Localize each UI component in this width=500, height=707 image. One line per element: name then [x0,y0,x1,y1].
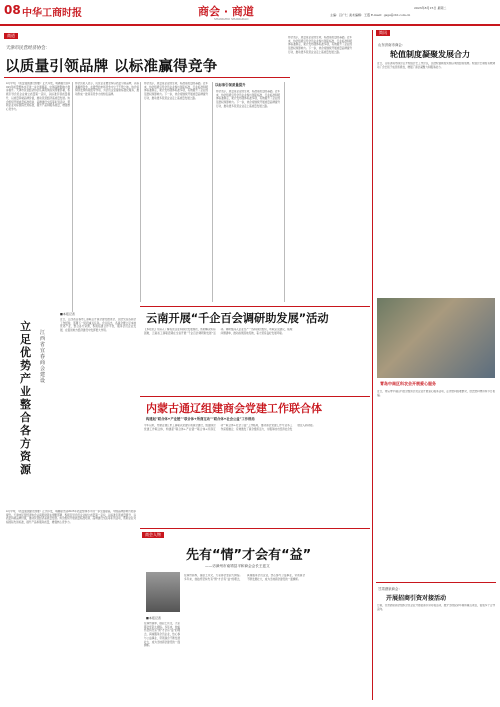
neimeng-headline: 内蒙古通辽组建商会党建工作联合体 [146,402,322,415]
neimeng-body: 今年以来，内蒙古通辽市工商联以党建引领商会建设，组建商会党建工作联合体，构建起“联合体+产业链”“联合体+所商互动”“联合体+社会公益”工作格局，推动商会党建工作与业务工作深度融合，有效激发了商会组织活力，为服务地方经济社会发展注入新动能。 [144,424,316,431]
yunnan-headline: 云南开展“千企百会调研助发展”活动 [146,312,329,325]
center-divider-mid [212,82,213,302]
yunnan-top-rule [140,306,370,307]
headline-rule [4,77,290,78]
brief3-headline: 开展招商引资对接活动 [386,595,447,602]
masthead-rule [0,24,500,26]
right-divider [372,30,373,700]
sub-article-body-bottom: 4月中旬，《质量强国建设纲要》正式印发，明确提出到2025年质量整体水平进一步全面提高，中国品牌影响力稳步提升。天津市民营经济协会认真贯彻落实纲要部署，积极引导会员企业树立质量第一意识，以标准引领质量提升，以质量铸就品牌价值，推动民营经济高质量发展。协会组织开展质量标准培训、品牌建设交流等系列活动，帮助企业对标国际先进标准，提升产品和服务质量，增强核心竞争力。 [6,510,136,525]
yunnan-body: 【本报讯】为深入了解民营企业和商会发展现状，帮助解决实际困难，云南省工商联近期在全省开展“千企百会调研助发展”活动。调研组深入企业生产一线和商会组织，听取意见建议，梳理问题清单，推动政策落地见效，着力营造良好发展环境。 [144,328,293,335]
neimeng-subtitle: 构建起“联合体+产业链”“联合体+所商互动”“联合体+社会公益”工作格局 [146,417,255,421]
masthead [0,0,500,27]
center-divider-left [140,82,141,302]
center-body-col2: 协会表示，质量是企业的生命，标准是质量的基础。近年来，协会积极引导会员企业参与国家标准、行业标准和团体标准制定，累计发布团体标准多项，有效提升了企业的话语权和影响力。下一步，协会将继续开展质量品牌提升行动，推动更多民营企业走上高质量发展之路。 [216,90,280,108]
profile-byline: ■本报记者 [146,616,161,620]
center-divider-right [284,82,285,302]
paper-title: 中华工商时报 [22,8,82,19]
column-divider [72,82,73,312]
sub-article-title: 立足优势产业 整合各方资源 [20,320,31,476]
section-tag-shangdao: 商道 [4,33,18,39]
sub-article-body: 近日，江西省宜春市工商联召开商会建设推进会，总结交流各商会工作经验，部署下一阶段重点任务。会议指出，各商会要立足本地优势产业，整合各方资源，积极搭建合作平台，服务会员企业发展，在促进地方经济建设中发挥更大作用。 [60,318,136,333]
profile-body: 在漳州商界，提起王廷文，大家都会竖起大拇指。多年来，他始终坚持先有“情”才会有“益”的理念，真诚服务会员企业，热心参与公益事业，带领商会不断发展壮大，成为当地商会建设的一面旗帜。 [184,574,305,581]
center-subhead: 以标准引领质量提升 [215,83,246,87]
brief3-top-rule [376,582,496,583]
center-body-col1: 协会表示，质量是企业的生命，标准是质量的基础。近年来，协会积极引导会员企业参与国家标准、行业标准和团体标准制定，累计发布团体标准多项，有效提升了企业的话语权和影响力。下一步，协会将继续开展质量品牌提升行动，推动更多民营企业走上高质量发展之路。 [144,82,208,100]
article-body-lead: 4月中旬，《质量强国建设纲要》正式印发，明确提出到2025年质量整体水平进一步全面提高，中国品牌影响力稳步提升。天津市民营经济协会认真贯彻落实纲要部署，积极引导会员企业树立质量第一意识，以标准引领质量提升，以质量铸就品牌价值，推动民营经济高质量发展。协会组织开展质量标准培训、品牌建设交流等系列活动，帮助企业对标国际先进标准，提升产品和服务质量，增强核心竞争力。 [6,82,70,111]
section-title: 商会 · 商道 [198,5,254,18]
section-tag-brief: 简讯 [376,30,390,36]
profile-subtitle: ——访漳州市南靖县平和商会会长王廷文 [205,564,270,568]
issue-date: 2023年8月15日 星期二 [414,6,447,10]
neimeng-top-rule [140,396,370,397]
editor-info: 主编：吕广仁 美术编辑：王震 E-mail：gsgs@cbt.com.cn [330,13,411,17]
sub-article-subtitle: 江西省宜春商会建设 [40,330,46,384]
article-kicker: 天津市民营经济协会： [6,46,50,51]
section-subtitle: SHANGHUI SHANGDAO [214,17,249,21]
brief2-caption: 青岛中南区科农会开展爱心服务 [380,381,436,386]
brief2-body: 近日，青岛市中南区科农会组织会员企业开展爱心服务活动，走访慰问困难群众，送去慰问物资和节日祝福。 [377,390,495,397]
center-body-col3: 协会表示，质量是企业的生命，标准是质量的基础。近年来，协会积极引导会员企业参与国家标准、行业标准和团体标准制定，累计发布团体标准多项，有效提升了企业的话语权和影响力。下一步，协会将继续开展质量品牌提升行动，推动更多民营企业走上高质量发展之路。 [288,36,352,54]
profile-photo [146,572,180,612]
article-body-col2: 协会负责人表示，民营企业要坚持以质量引领品牌，以标准赢得竞争，在激烈的市场竞争中立于不败之地。协会将持续发挥桥梁纽带作用，为会员企业提供标准化服务，推动形成一批具有竞争力的知名品牌。 [75,82,139,97]
page-number: 08 [4,3,21,17]
brief3-kicker: 甘肃酒泉商会： [378,587,402,591]
article-headline: 以质量引领品牌 以标准赢得竞争 [5,59,218,75]
profile-top-rule [140,528,370,529]
section-tag-profile: 商会人物 [142,532,164,538]
profile-body-left: 在漳州商界，提起王廷文，大家都会竖起大拇指。多年来，他始终坚持先有“情”才会有“益”的理念，真诚服务会员企业，热心参与公益事业，带领商会不断发展壮大，成为当地商会建设的一面旗帜。 [144,622,180,648]
brief1-headline: 轮值制度凝聚发展合力 [390,50,470,59]
brief1-kicker: 山东济南市商会： [378,43,406,47]
profile-headline: 先有“情”才会有“益” [186,548,312,563]
brief3-body: 日前，甘肃酒泉商会组织会员企业开展招商引资对接活动，推介当地投资环境和重点项目，促成多个合作意向。 [377,604,495,611]
sub-article-byline: ■本报记者 [60,312,75,316]
brief2-photo [377,298,495,378]
brief1-body: 近日，山东济南市商会召开轮值会长工作会议，总结轮值制度实施以来的经验成效。轮值会长制度有效调动了会长班子成员积极性，增强了商会凝聚力和服务能力。 [377,62,495,69]
